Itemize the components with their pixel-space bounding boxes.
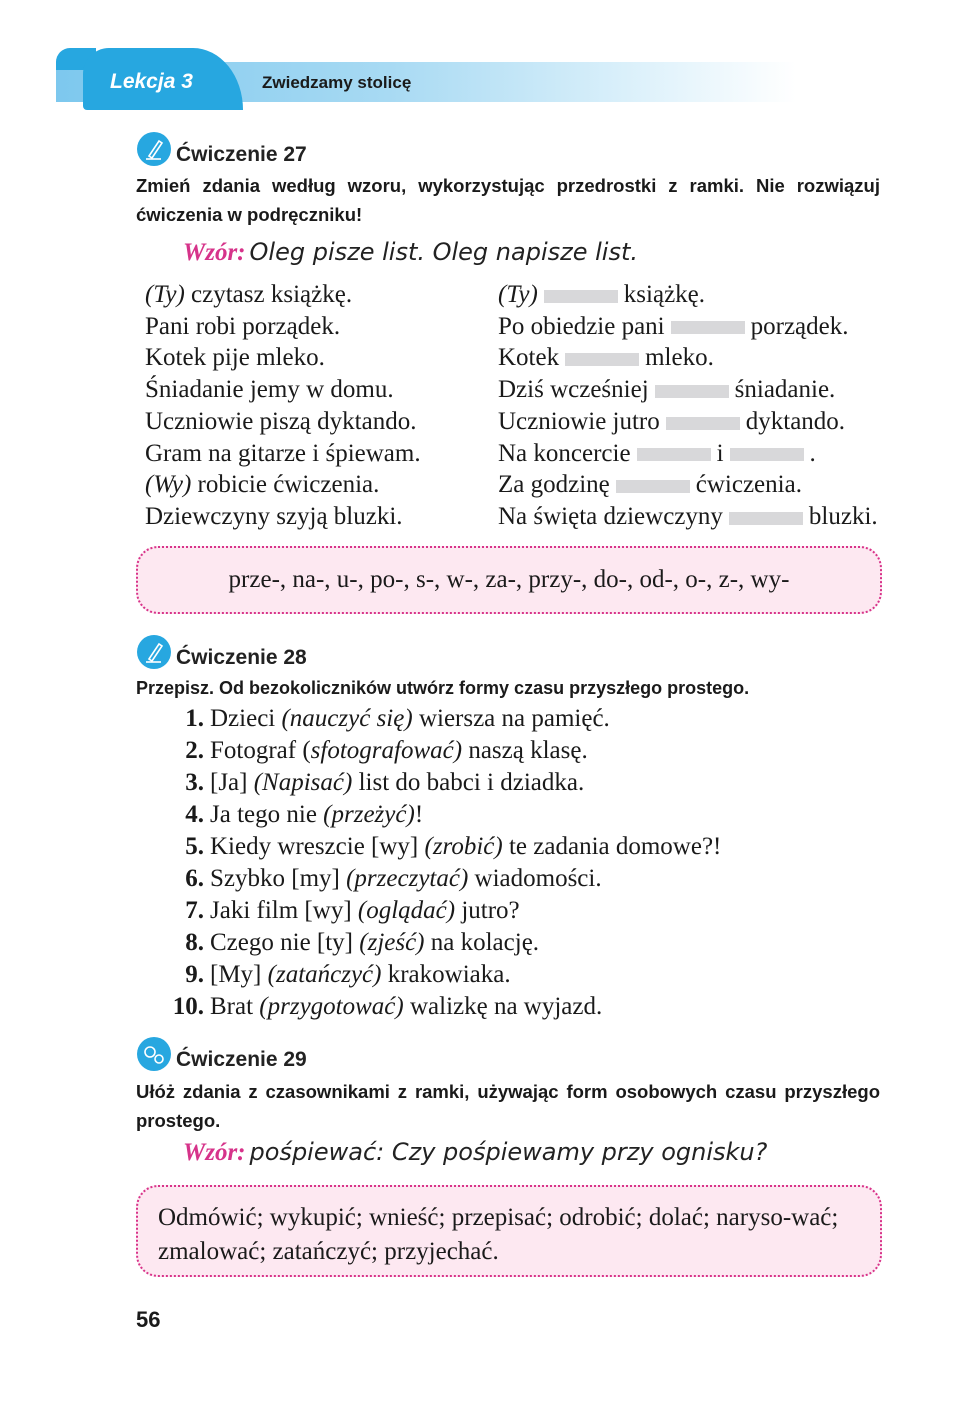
item-text: jutro? [455, 897, 520, 924]
exercise-27-left-column [145, 279, 421, 533]
item-verb: (zrobić) [424, 833, 503, 860]
item-number: 5. [185, 833, 204, 860]
list-item [160, 991, 721, 1023]
item-text: wiersza na pamięć. [412, 705, 610, 732]
transform-line [498, 438, 878, 470]
item-text: Dzieci [210, 705, 282, 732]
item-text: Szybko [my] [210, 865, 347, 892]
item-text: naszą klasę. [462, 737, 588, 764]
answer-blank [616, 480, 690, 493]
sentence-line [145, 311, 421, 343]
sentence-line [145, 406, 421, 438]
item-text: walizkę na wyjazd. [403, 993, 603, 1020]
transform-line [498, 469, 878, 501]
list-item [160, 767, 721, 799]
sentence-text: Kotek [498, 344, 560, 372]
item-text: Brat [210, 993, 260, 1020]
item-text: na kolację. [424, 929, 540, 956]
exercise-27-example [183, 238, 638, 267]
exercise-27-instruction: Zmień zdania według wzoru, wykorzystując przedrostki z ramki. Nie rozwiązuj ćwiczenia w podręczniku! [136, 175, 880, 225]
item-number: 8. [185, 929, 204, 956]
item-text: Jaki film [wy] [210, 897, 358, 924]
sentence-text: Na koncercie [498, 439, 631, 467]
sentence-text: dyktando. [745, 407, 846, 435]
sentence-text: książkę. [623, 281, 706, 308]
exercise-29-example [183, 1138, 767, 1167]
gears-icon [137, 1037, 171, 1071]
sentence-text: Dziś wcześniej [498, 376, 649, 404]
exercise-28-list [160, 703, 721, 1023]
sentence-text: . [809, 439, 816, 467]
transform-line [498, 311, 878, 343]
sentence-text: Za godzinę [498, 471, 610, 499]
item-number: 10. [172, 993, 204, 1020]
answer-blank [565, 353, 639, 366]
verb-box-text: Odmówić; wykupić; wnieść; przepisać; odrobić; dolać; naryso-wać; zmalować; zatańczyć; przyjechać. [158, 1204, 839, 1265]
exercise-28-title: Ćwiczenie 28 [176, 646, 307, 669]
item-verb: (zatańczyć) [267, 961, 382, 988]
sentence-text: Śniadanie jemy w domu. [145, 376, 394, 404]
sentence-text: mleko. [645, 344, 714, 372]
pencil-icon [137, 132, 171, 166]
prefix-box [136, 546, 882, 614]
sentence-line [145, 342, 421, 374]
transform-line [498, 342, 878, 374]
item-number: 7. [185, 897, 204, 924]
sentence-text: Uczniowie jutro [498, 407, 660, 435]
list-item [160, 735, 721, 767]
page-number: 56 [136, 1307, 161, 1332]
sentence-text: porządek. [750, 312, 849, 340]
sentence-line [145, 469, 421, 501]
example-label: Wzór: [183, 239, 246, 266]
sentence-italic: (Wy) [145, 471, 192, 499]
exercise-29-instruction: Ułóż zdania z czasownikami z ramki, używając form osobowych czasu przyszłego prostego. [136, 1081, 880, 1131]
item-verb: (przygotować) [259, 993, 404, 1020]
item-text: [Ja] [210, 769, 254, 796]
sentence-italic: (Ty) [145, 281, 185, 308]
sentence-text: Uczniowie piszą dyktando. [145, 407, 417, 435]
item-text: wiadomości. [468, 865, 602, 892]
sentence-text: Dziewczyny szyją bluzki. [145, 502, 403, 530]
answer-blank [666, 417, 740, 430]
sentence-text: i [716, 439, 724, 467]
example-text: Oleg pisze list. Oleg napisze list. [249, 238, 638, 266]
sentence-text: Kotek pije mleko. [145, 344, 325, 372]
item-text: [My] [210, 961, 268, 988]
lesson-label: Lekcja 3 [110, 70, 193, 93]
list-item [160, 799, 721, 831]
pencil-icon [137, 635, 171, 669]
exercise-27-title: Ćwiczenie 27 [176, 143, 307, 166]
item-text: Fotograf ( [210, 737, 311, 764]
lesson-title: Zwiedzamy stolicę [262, 73, 412, 92]
answer-blank [544, 290, 618, 303]
transform-line [498, 501, 878, 533]
exercise-28-instruction: Przepisz. Od bezokoliczników utwórz formy czasu przyszłego prostego. [136, 678, 750, 698]
item-verb: (zjeść) [359, 929, 425, 956]
item-verb: (przeczytać) [346, 865, 469, 892]
exercise-29-title: Ćwiczenie 29 [176, 1048, 307, 1071]
answer-blank [730, 448, 804, 461]
transform-line [498, 406, 878, 438]
sentence-text: czytasz książkę. [184, 281, 353, 308]
item-text: Kiedy wreszcie [wy] [210, 833, 425, 860]
item-verb: (oglądać) [357, 897, 456, 924]
sentence-text: Gram na gitarze i śpiewam. [145, 439, 421, 467]
answer-blank [671, 321, 745, 334]
sentence-line [145, 279, 421, 311]
sentence-line [145, 438, 421, 470]
sentence-text: Po obiedzie pani [498, 312, 665, 340]
item-number: 3. [185, 769, 204, 796]
item-text: krakowiaka. [381, 961, 511, 988]
item-number: 6. [185, 865, 204, 892]
list-item [160, 895, 721, 927]
list-item [160, 863, 721, 895]
example-label: Wzór: [183, 1139, 246, 1166]
sentence-italic: (Ty) [498, 281, 538, 308]
item-text: list do babci i dziadka. [352, 769, 585, 796]
answer-blank [655, 385, 729, 398]
prefix-box-text: prze-, na-, u-, po-, s-, w-, za-, przy-, do-, od-, o-, z-, wy- [228, 566, 790, 593]
sentence-text: Pani robi porządek. [145, 312, 341, 340]
item-number: 1. [185, 705, 204, 732]
item-text: te zadania domowe?! [502, 833, 722, 860]
list-item [160, 959, 721, 991]
item-text: Ja tego nie [210, 801, 324, 828]
item-verb: (nauczyć się) [281, 705, 413, 732]
list-item [160, 927, 721, 959]
item-verb: (Napisać) [253, 769, 353, 796]
answer-blank [729, 512, 803, 525]
sentence-text: robicie ćwiczenia. [191, 471, 380, 499]
item-verb: (przeżyć) [323, 801, 415, 828]
transform-line [498, 374, 878, 406]
item-number: 2. [185, 737, 204, 764]
item-verb: sfotografować) [310, 737, 463, 764]
list-item [160, 831, 721, 863]
sentence-line [145, 501, 421, 533]
sentence-text: ćwiczenia. [695, 471, 802, 499]
item-number: 9. [185, 961, 204, 988]
list-item [160, 703, 721, 735]
sentence-text: śniadanie. [734, 376, 836, 404]
item-number: 4. [185, 801, 204, 828]
sentence-text: Na święta dziewczyny [498, 502, 723, 530]
answer-blank [637, 448, 711, 461]
verb-box [136, 1185, 882, 1277]
transform-line [498, 279, 878, 311]
example-text: pośpiewać: Czy pośpiewamy przy ognisku? [249, 1138, 768, 1166]
exercise-27-right-column [498, 279, 878, 533]
item-text: ! [414, 801, 424, 828]
item-text: Czego nie [ty] [210, 929, 360, 956]
sentence-text: bluzki. [808, 502, 878, 530]
sentence-line [145, 374, 421, 406]
